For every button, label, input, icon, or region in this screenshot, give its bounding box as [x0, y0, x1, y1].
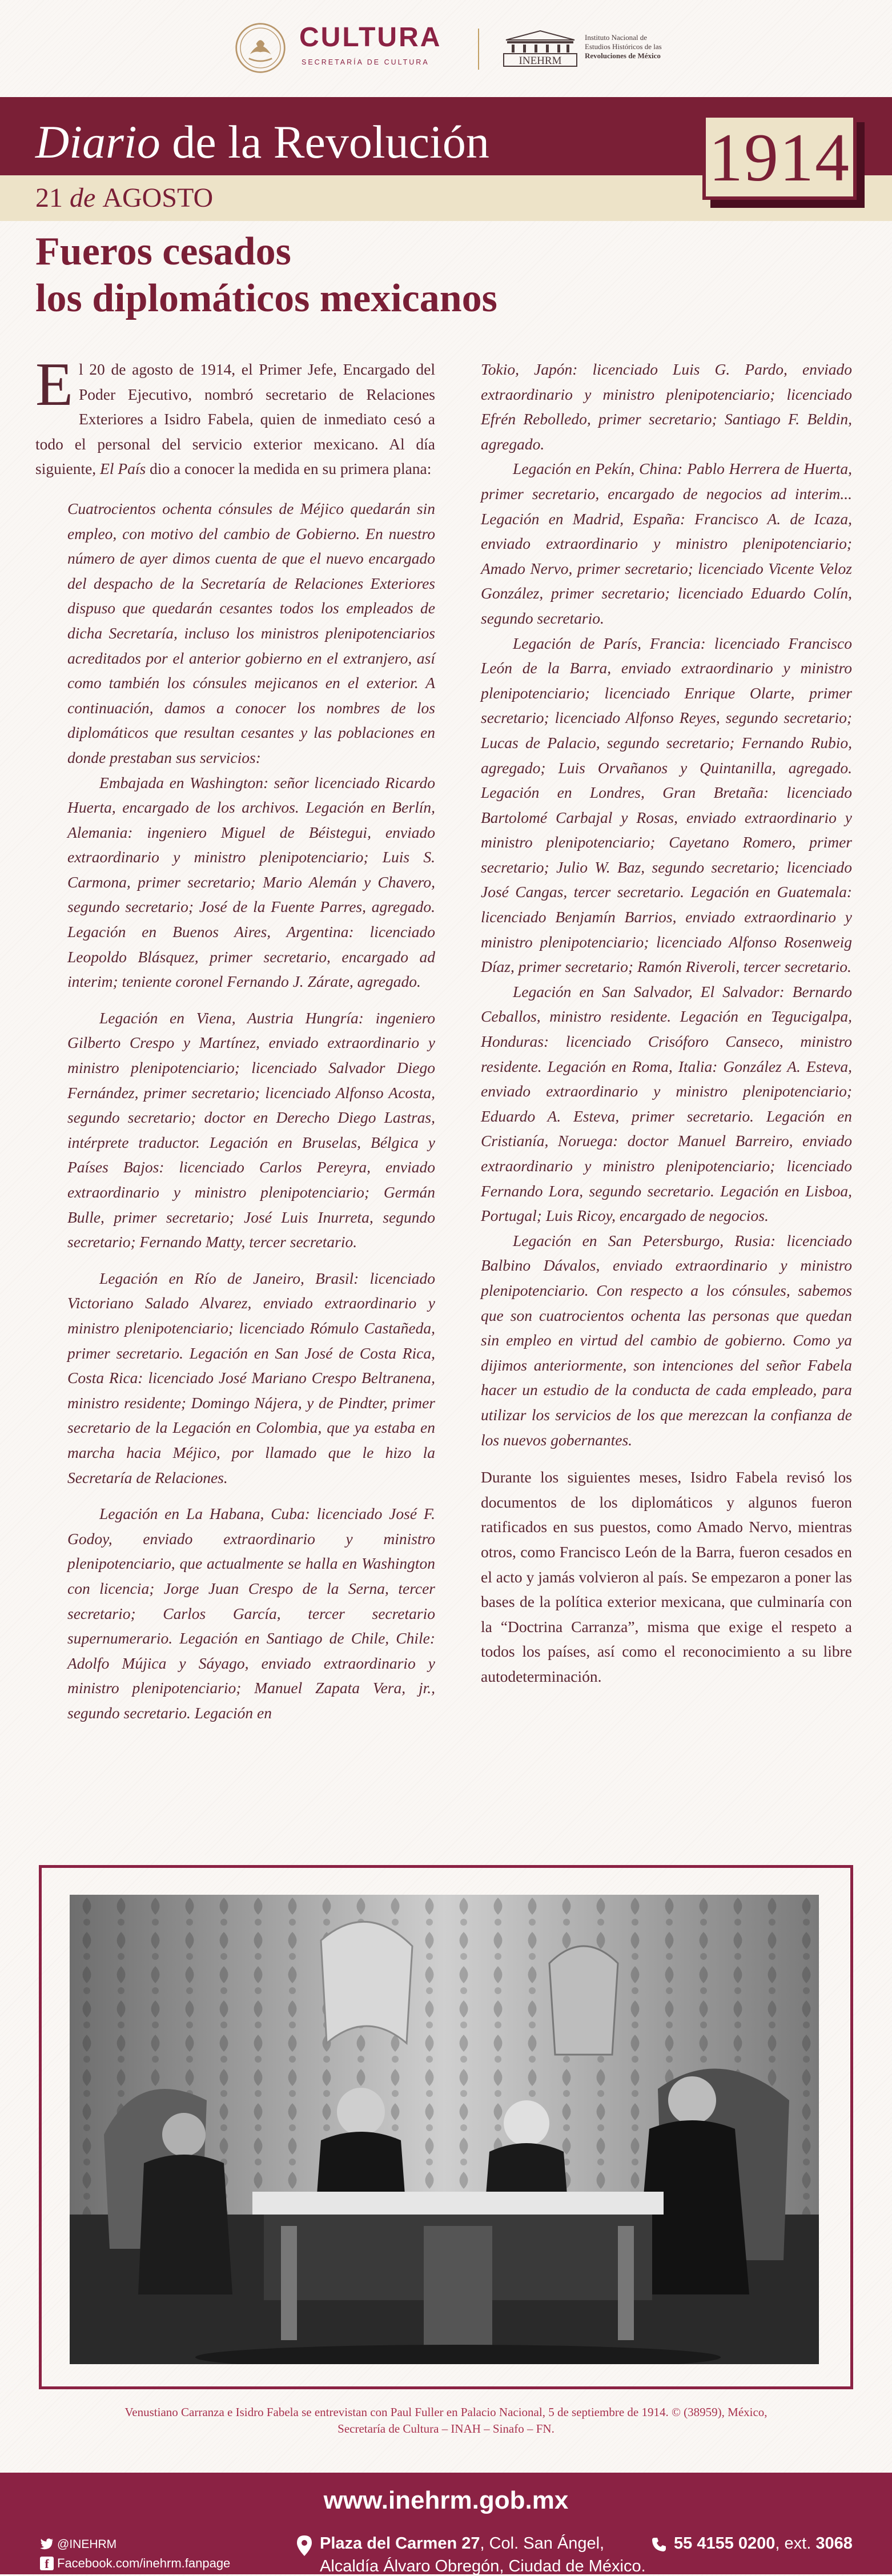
phone-icon: [651, 2537, 667, 2553]
address-colonia: , Col. San Ángel,: [480, 2534, 605, 2553]
quote-paragraph-1: Cuatrocientos ochenta cónsules de Méjico quedarán sin empleo, con motivo del cambio de Gobierno. En nuestro número de ayer dimos cuenta de que el nuevo encargado del despacho de la Secretaría de Relaciones Exteriores dispuso que quedarán cesantes todos los empleados de dicha Secretaría, incluso los ministros plenipotenciarios acreditados por el anterior gobierno en el extranjero, así como también los cónsules mejicanos en el exterior. A continuación, damos a conocer los nombres de los diplomáticos que resultan cesantes y las poblaciones en donde prestaban sus servicios:: [67, 499, 435, 766]
inehrm-badge-text: INEHRM: [519, 55, 562, 67]
cultura-logo-word: CULTURA: [299, 22, 442, 53]
quote-paragraph-5-cont: Tokio, Japón: licenciado Luis G. Pardo, enviado extraordinario y ministro plenipotenciario; licenciado Efrén Rebolledo, primer secretario; Santiago F. Beldin, agregado.: [481, 360, 852, 453]
year-text: 1914: [709, 119, 850, 195]
quote-paragraph-4: Legación en Río de Janeiro, Brasil: licenciado Victoriano Salado Alvarez, enviado extraordinario y ministro plenipotenciario; licenciado Rómulo Castañeda, primer secretario. Legación en San José de Costa Rica, Costa Rica: licenciado José Mariano Crespo Beltranena, ministro residente; Domingo Nájera, y de Pindter, primer secretario de la Legación en Colombia, que ya estaba en marcha hacia Méjico, por llamado que le hizo la Secretaría de Relaciones.: [67, 1269, 435, 1486]
quote-paragraph-6: Legación en Pekín, China: Pablo Herrera de Huerta, primer secretario, encargado de negocios ad interim... Legación en Madrid, España: Francisco A. de Icaza, enviado extraordinario y ministro plenipotenciario; Amado Nervo, primer secretario; licenciado Vicente Veloz González, primer secretario; licenciado Eduardo Colín, segundo secretario.: [481, 460, 852, 627]
inehrm-name-line-1: Instituto Nacional de: [585, 33, 648, 42]
quote-paragraph-2: Embajada en Washington: señor licenciado Ricardo Huerta, encargado de los archivos. Legación en Berlín, Alemania: ingeniero Miguel de Béistegui, enviado extraordinario y ministro plenipotenciario; Luis S. Carmona, primer secretario; Mario Alemán y Chavero, segundo secretario; José de la Fuente Parres, agregado. Legación en Buenos Aires, Argentina: licenciado Leopoldo Blásquez, primer secretario, encargado ad interim; teniente coronel Fernando J. Zárate, agregado.: [67, 773, 435, 991]
intro-text-b: dio a conocer la medida en su primera plana:: [146, 460, 432, 478]
headline-line-1: Fueros cesados: [35, 230, 291, 274]
address-street: Plaza del Carmen 27: [320, 2534, 480, 2553]
intro-text-a: l 20 de agosto de 1914, el Primer Jefe, Encargado del Poder Ejecutivo, nombró secretario de Relaciones Exteriores a Isidro Fabela, quien de inmediato cesó a todo el personal del servicio exterior mexicano. Al día siguiente,: [35, 360, 435, 478]
date-day: 21: [35, 183, 63, 213]
website-link[interactable]: www.inehrm.gob.mx: [323, 2486, 569, 2514]
intro-paragraph: [35, 351, 435, 481]
headline-line-2: los diplomáticos mexicanos: [35, 276, 497, 320]
mexico-eagle-emblem-icon: [234, 22, 287, 74]
historical-photo: [70, 1895, 819, 2364]
cultura-logo-subtitle: SECRETARÍA DE CULTURA: [302, 58, 429, 66]
photo-caption-line-2: Secretaría de Cultura – INAH – Sinafo – FN.: [337, 2422, 555, 2436]
article-column-left: [35, 351, 435, 1725]
series-title-italic: Diario: [35, 116, 160, 168]
phone-ext: 3068: [815, 2534, 853, 2553]
drop-cap: E: [35, 351, 73, 419]
twitter-handle[interactable]: @INEHRM: [57, 2538, 117, 2551]
inehrm-name-line-3: Revoluciones de México: [585, 51, 661, 60]
quote-paragraph-8: Legación en San Salvador, El Salvador: Bernardo Ceballos, ministro residente. Legación en Tegucigalpa, Honduras: licenciado Crisóforo Canseco, ministro residente. Legación en Roma, Italia: González A. Esteva, enviado extraordinario y ministro plenipotenciario; Eduardo A. Esteva, primer secretario. Legación en Cristianía, Noruega: doctor Manuel Barreiro, enviado extraordinario y ministro plenipotenciario; licenciado Fernando Lora, segundo secretario. Legación en Lisboa, Portugal; Luis Ricoy, encargado de negocios.: [481, 982, 852, 1225]
inehrm-name-line-2: Estudios Históricos de las: [585, 42, 662, 51]
article-headline: [35, 228, 835, 322]
logo-divider: [478, 29, 479, 70]
quote-paragraph-9: Legación en San Petersburgo, Rusia: licenciado Balbino Dávalos, enviado extraordinario y ministro plenipotenciario. Con respecto a los cónsules, sabemos que son cuatrocientos ochenta las personas que quedan sin empleo en virtud del cambio de gobierno. Como ya dijimos anteriormente, son intenciones del señor Fabela hacer un estudio de la conducta de cada empleado, para utilizar los servicios de los que merezcan la confianza de los nuevos gobernantes.: [481, 1231, 852, 1449]
newspaper-name: El País: [100, 460, 146, 478]
address-line-2: Alcaldía Álvaro Obregón, Ciudad de México.: [320, 2557, 646, 2575]
phone-number[interactable]: [674, 2534, 853, 2553]
phone-ext-label: , ext.: [775, 2534, 816, 2553]
closing-paragraph: Durante los siguientes meses, Isidro Fabela revisó los documentos de los diplomáticos y algunos fueron ratificados en sus puestos, como Amado Nervo, mientras otros, como Francisco León de la Barra, fueron cesados en el acto y jamás volvieron al país. Se empezaron a poner las bases de la política exterior mexicana, que culminaría con la “Doctrina Carranza”, misma que exige el respeto a todos los países, así como el reconocimiento a su libre autodeterminación.: [481, 1468, 852, 1685]
quote-paragraph-3: Legación en Viena, Austria Hungría: ingeniero Gilberto Crespo y Martínez, enviado extraordinario y ministro plenipotenciario; licenciado Salvador Diego Fernández, primer secretario; licenciado Alfonso Acosta, segundo secretario; doctor en Derecho Diego Lastras, intérprete traductor. Legación en Bruselas, Bélgica y Países Bajos: licenciado Carlos Pereyra, enviado extraordinario y ministro plenipotenciario; Germán Bulle, primer secretario; José Luis Inurreta, segundo secretario; Fernando Matty, tercer secretario.: [67, 1008, 435, 1251]
inehrm-full-name: [585, 33, 662, 61]
date-de: de: [63, 183, 103, 213]
quote-paragraph-5: Legación en La Habana, Cuba: licenciado José F. Godoy, enviado extraordinario y ministro plenipotenciario, que actualmente se halla en Washington con licencia; Jorge Juan Crespo de la Serna, tercer secretario; Carlos García, tercer secretario supernumerario. Legación en Santiago de Chile, Chile: Adolfo Mújica y Sáyago, enviado extraordinario y ministro plenipotenciario; Manuel Zapata Vera, jr., segundo secretario. Legación en: [67, 1505, 435, 1722]
facebook-link[interactable]: Facebook.com/inehrm.fanpage: [57, 2556, 231, 2570]
series-title: [35, 116, 489, 168]
article-column-right: [481, 357, 852, 1689]
historical-photo-illustration: [70, 1895, 819, 2364]
date-line: [35, 182, 213, 215]
facebook-icon[interactable]: f: [40, 2557, 54, 2570]
photo-caption-line-1: Venustiano Carranza e Isidro Fabela se entrevistan con Paul Fuller en Palacio Nacional, 5 de septiembre de 1914. © (38959), México,: [124, 2405, 768, 2419]
twitter-icon[interactable]: [40, 2538, 54, 2550]
phone-main: 55 4155 0200: [674, 2534, 776, 2553]
inehrm-building-logo-icon: [501, 30, 579, 67]
address-line-1: [320, 2534, 604, 2553]
photo-caption: [57, 2404, 835, 2437]
location-pin-icon: [297, 2535, 312, 2556]
quote-paragraph-7: Legación de París, Francia: licenciado Francisco León de la Barra, enviado extraordinario y ministro plenipotenciario; licenciado Enrique Olarte, primer secretario; licenciado Alfonso Reyes, segundo secretario; Lucas de Palacio, segundo secretario; Fernando Rubio, agregado; Luis Orvañanos y Quintanilla, agregado. Legación en Londres, Gran Bretaña: licenciado Bartolomé Carbajal y Rosas, enviado extraordinario y ministro plenipotenciario; Cayetano Romero, primer secretario; Julio W. Baz, segundo secretario; licenciado José Cangas, tercer secretario. Legación en Guatemala: licenciado Benjamín Barrios, enviado extraordinario y ministro plenipotenciario; licenciado Alfonso Rosenweig Díaz, primer secretario; Ramón Riveroli, tercer secretario.: [481, 634, 852, 976]
quoted-note: [35, 496, 435, 1726]
series-title-rest: de la Revolución: [160, 116, 489, 168]
date-month: AGOSTO: [102, 183, 214, 213]
logo-bar: [0, 0, 892, 97]
